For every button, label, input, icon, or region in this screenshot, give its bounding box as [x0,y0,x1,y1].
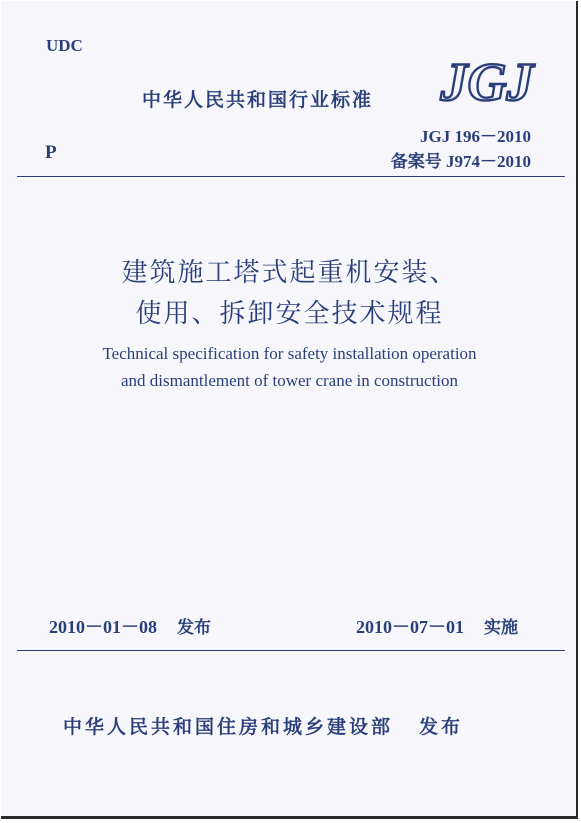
standard-cover [1,1,578,819]
udc-label: UDC [46,36,83,55]
title-en-line2: and dismantlement of tower crane in construction [120,371,459,390]
implement-verb: 实施 [484,618,518,638]
issue-date-value: 2010－01－08 [49,617,157,637]
industry-standard-label: 中华人民共和国行业标准 [142,89,374,111]
issue-date [49,613,211,639]
publisher-name: 中华人民共和国住房和城乡建设部 [63,716,394,738]
standard-code: JGJ 196－2010 [420,127,531,146]
jgj-logo [434,53,540,108]
publisher [63,712,463,739]
implement-date-value: 2010－07－01 [356,617,464,637]
record-code: 备案号 J974－2010 [390,152,531,171]
bottom-divider [17,650,565,651]
publisher-verb: 发布 [419,716,464,738]
jgj-logo-graphic [434,53,540,108]
classification-letter: P [45,142,57,163]
issue-verb: 发布 [177,618,211,638]
title-zh-line1: 建筑施工塔式起重机安装、 [121,258,458,288]
title-en-line1: Technical specification for safety installation operation [102,344,477,363]
title-zh-line2: 使用、拆卸安全技术规程 [135,299,444,329]
top-divider [17,176,565,177]
implement-date [356,613,518,639]
jgj-logo-text: JGJ [440,53,534,108]
